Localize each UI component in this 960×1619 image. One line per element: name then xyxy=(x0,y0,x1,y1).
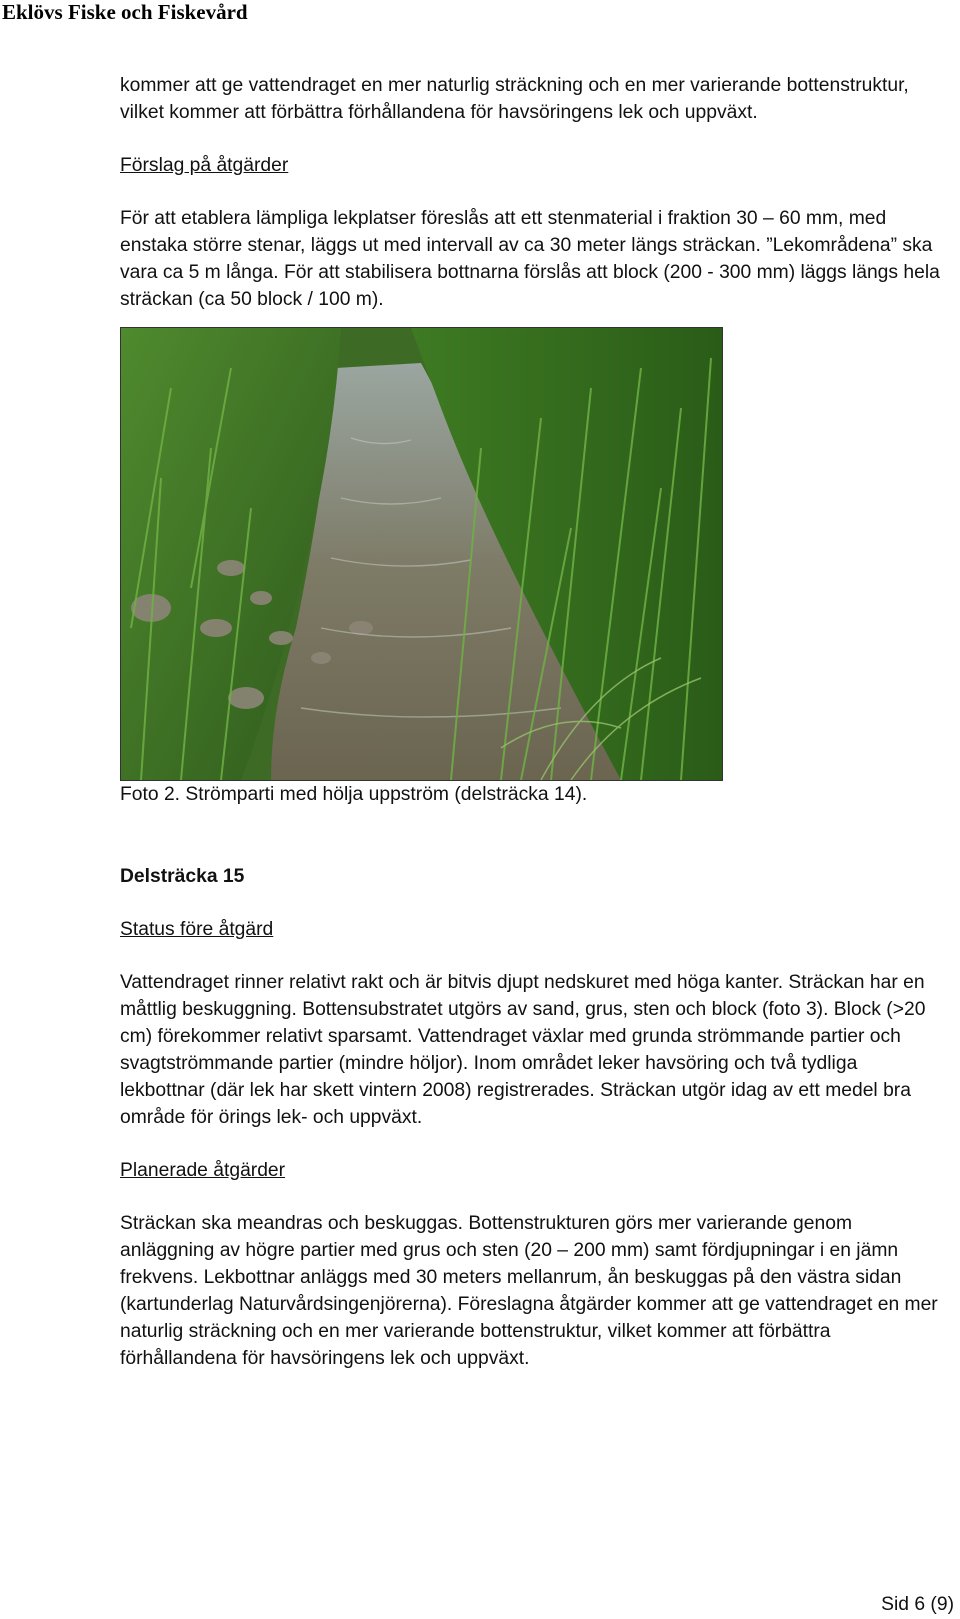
proposal-heading: Förslag på åtgärder xyxy=(120,155,289,176)
document-header: Eklövs Fiske och Fiskevård xyxy=(2,0,248,24)
proposal-paragraph: För att etablera lämpliga lekplatser föreslås att ett stenmaterial i fraktion 30 – 60 mm, med enstaka större stenar, läggs ut med intervall av ca 30 meter längs sträckan. ”Lekområdena” ska vara ca 5 m långa. För att stabilisera bottnarna förslås att block (200 - 300 mm) läggs längs hela sträckan (ca 50 block / 100 m). xyxy=(120,208,940,310)
status-heading: Status före åtgärd xyxy=(120,919,274,940)
continuation-paragraph: kommer att ge vattendraget en mer naturlig sträckning och en mer varierande bottenstruktur, vilket kommer att förbättra förhållandena för havsöringens lek och uppväxt. xyxy=(120,75,909,123)
planned-heading: Planerade åtgärder xyxy=(120,1160,286,1181)
stream-photo xyxy=(120,327,723,781)
page-content xyxy=(120,72,940,1372)
section-title: Delsträcka 15 xyxy=(120,866,245,887)
planned-paragraph: Sträckan ska meandras och beskuggas. Bottenstrukturen görs mer varierande genom anläggning av högre partier med grus och sten (20 – 200 mm) samt fördjupningar i en jämn frekvens. Lekbottnar anläggs med 30 meters mellanrum, ån beskuggas på den västra sidan (kartunderlag Naturvårdsingenjörerna). Föreslagna åtgärder kommer att ge vattendraget en mer naturlig sträckning och en mer varierande bottenstruktur, vilket kommer att förbättra förhållandena för havsöringens lek och uppväxt. xyxy=(120,1213,938,1369)
photo-caption: Foto 2. Strömparti med hölja uppström (delsträcka 14). xyxy=(120,784,588,805)
status-paragraph: Vattendraget rinner relativt rakt och är bitvis djupt nedskuret med höga kanter. Sträckan har en måttlig beskuggning. Bottensubstratet utgörs av sand, grus, sten och block (foto 3). Block (>20 cm) förekommer relativt sparsamt. Vattendraget växlar med grunda strömmande partier och svagtströmmande partier (mindre höljor). Inom området leker havsöring och två tydliga lekbottnar (där lek har skett vintern 2008) registrerades. Sträckan utgör idag av ett medel bra område för örings lek- och uppväxt. xyxy=(120,972,926,1128)
page-number: Sid 6 (9) xyxy=(881,1594,954,1615)
